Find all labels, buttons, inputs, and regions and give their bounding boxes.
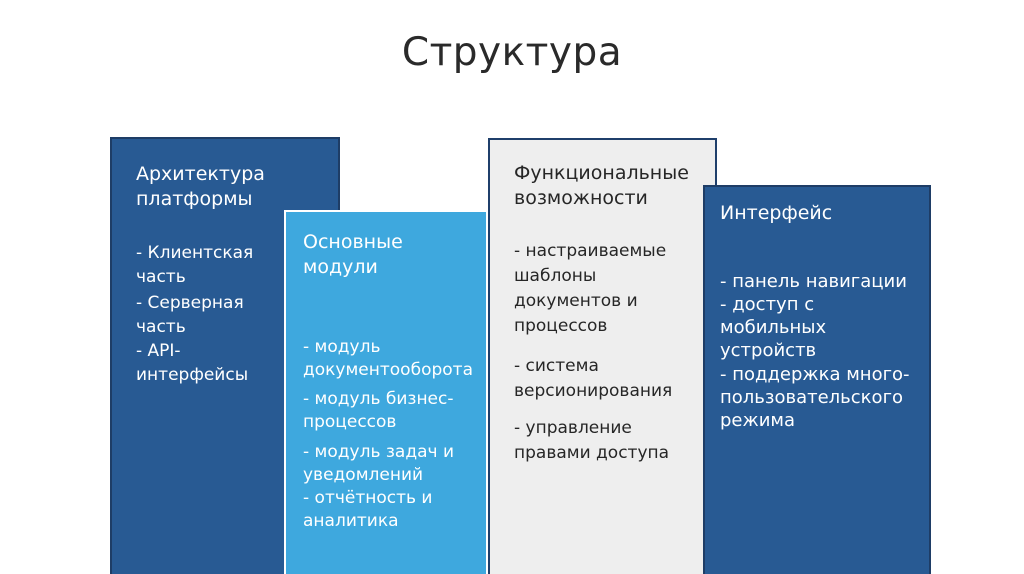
list-item: - модуль бизнес- процессов — [303, 389, 454, 432]
list-item: - система версионирования — [514, 356, 673, 401]
card-heading: Основные модули — [303, 231, 403, 278]
list-item: - отчётность и аналитика — [303, 488, 433, 531]
list-item: - Клиентская часть — [136, 243, 254, 287]
list-item: - модуль задач и уведомлений — [303, 442, 454, 485]
list-item: - управление правами доступа — [514, 418, 670, 463]
slide-title: Структура — [401, 30, 623, 75]
list-item: - модуль документооборота — [303, 337, 473, 380]
list-item: - доступ с мобильных устройств — [720, 294, 827, 361]
list-item: - поддержка много- пользовательского режима — [720, 364, 910, 431]
list-item: - Серверная часть — [136, 293, 244, 337]
list-item: - настраиваемые шаблоны документов и процессов — [514, 241, 667, 336]
card-heading: Интерфейс — [720, 202, 833, 224]
card-interface — [703, 185, 931, 574]
card-functional-capabilities — [488, 138, 717, 574]
card-heading: Функциональные возможности — [514, 162, 689, 209]
list-item: - панель навигации — [720, 271, 907, 292]
card-heading: Архитектура платформы — [136, 163, 265, 210]
card-core-modules — [284, 210, 488, 574]
list-item: - API- интерфейсы — [136, 341, 249, 385]
